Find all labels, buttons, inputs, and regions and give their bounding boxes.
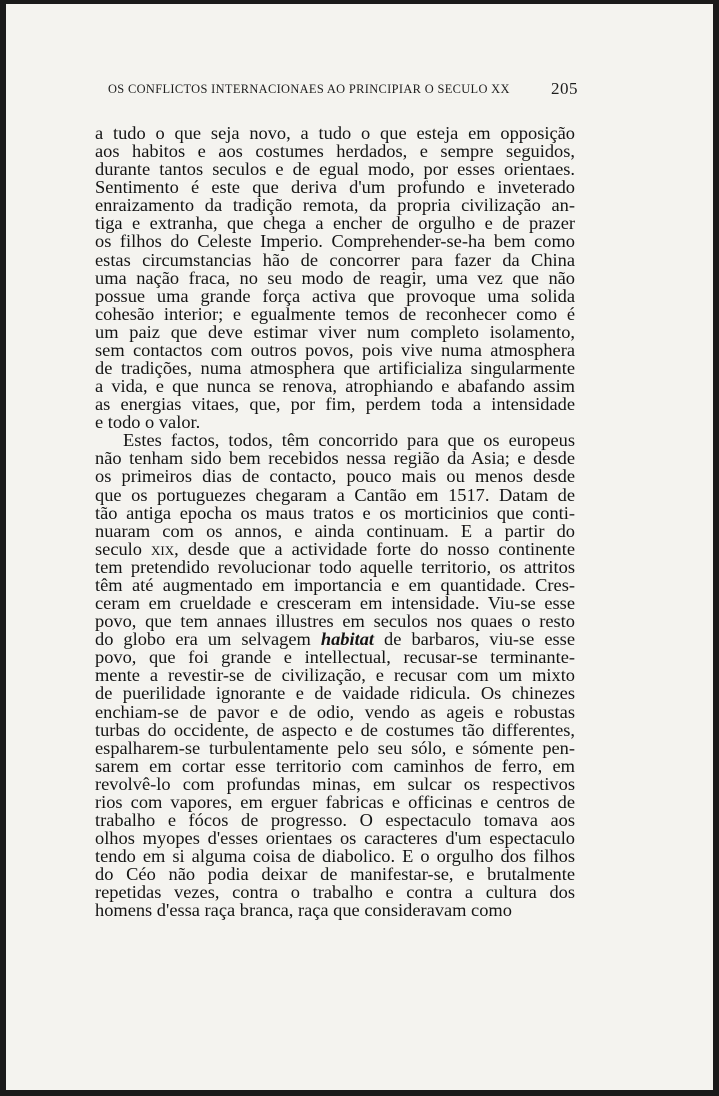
text-line: do Céo não podia deixar de manifestar-se, e brutalmente [95, 864, 575, 885]
page-number: 205 [551, 79, 578, 98]
text-line: tão antiga epocha os maus tratos e os morticinios que conti- [95, 502, 575, 523]
book-page [6, 4, 713, 1090]
text-line: uma nação fraca, no seu modo de reagir, uma vez que não [95, 267, 575, 288]
text-line: os filhos do Celeste Imperio. Comprehender-se-ha bem como [95, 231, 575, 252]
text-line: possue uma grande força activa que provoque uma solida [95, 285, 575, 306]
text-line: enchiam-se de pavor e de odio, vendo as ageis e robustas [95, 701, 575, 722]
text-line: tem pretendido revolucionar todo aquelle territorio, os attritos [95, 556, 575, 577]
text-line: a vida, e que nunca se renova, atrophiando e abafando assim [95, 376, 575, 397]
text-line: de tradições, numa atmosphera que artificializa singularmente [95, 358, 575, 379]
text-line: os primeiros dias de contacto, pouco mais ou menos desde [95, 466, 575, 487]
paragraph-2 [95, 431, 575, 919]
text-line: mente a revestir-se de civilização, e recusar com um mixto [95, 665, 575, 686]
text-line: a tudo o que seja novo, a tudo o que esteja em opposição [95, 123, 575, 143]
text-line: povo, que tem annaes illustres em seculos nos quaes o resto [95, 611, 575, 632]
text-line: povo, que foi grande e intellectual, recusar-se terminante- [95, 647, 575, 668]
text-line: olhos myopes d'esses orientaes os caracteres d'um espectaculo [95, 828, 575, 849]
running-title: OS CONFLICTOS INTERNACIONAES AO PRINCIPIAR O SECULO XX [108, 82, 510, 96]
text-line: têm até augmentado em importancia e em quantidade. Cres- [95, 574, 575, 595]
text-line: espalharem-se turbulentamente pelo seu sólo, e sómente pen- [95, 737, 575, 758]
text-line: tendo em si alguma coisa de diabolico. E o orgulho dos filhos [95, 846, 575, 867]
text-line: sem contactos com outros povos, pois vive numa atmosphera [95, 339, 575, 360]
text-line: homens d'essa raça branca, raça que consideravam como [95, 900, 512, 921]
text-line: as energias vitaes, que, por fim, perdem toda a intensidade [95, 394, 575, 415]
text-line: turbas do occidente, de aspecto e de costumes tão differentes, [95, 719, 575, 740]
text-line: sarem em cortar esse territorio com caminhos de ferro, em [95, 755, 575, 776]
text-line: Estes factos, todos, têm concorrido para que os europeus [123, 430, 575, 451]
text-line: Sentimento é este que deriva d'um profundo e inveterado [95, 177, 575, 198]
text-line: tiga e extranha, que chega a encher de orgulho e de prazer [95, 213, 575, 234]
text-line: um paiz que deve estimar viver num completo isolamento, [95, 321, 575, 342]
text-line: rios com vapores, em erguer fabricas e officinas e centros de [95, 791, 575, 812]
paragraph-1 [95, 124, 575, 431]
text-line: ceram em crueldade e cresceram em intensidade. Viu-se esse [95, 593, 575, 614]
text-line: de puerilidade ignorante e de vaidade ridicula. Os chinezes [95, 683, 575, 704]
text-line: estas circumstancias hão de concorrer para fazer da China [95, 249, 575, 270]
text-line: aos habitos e aos costumes herdados, e sempre seguidos, [95, 141, 575, 162]
text-line: revolvê-lo com profundas minas, em sulcar os respectivos [95, 773, 575, 794]
text-line: não tenham sido bem recebidos nessa região da Asia; e desde [95, 448, 575, 469]
text-line: do globo era um selvagem habitat de barbaros, viu-se esse [95, 629, 576, 650]
text-line: e todo o valor. [95, 412, 201, 433]
text-line: enraizamento da tradição remota, da propria civilização an- [95, 195, 575, 216]
text-line: que os portuguezes chegaram a Cantão em 1517. Datam de [95, 484, 575, 505]
body-text [95, 124, 575, 919]
text-line: cohesão interior; e egualmente temos de reconhecer como é [95, 303, 575, 324]
text-line: durante tantos seculos e de egual modo, por esses orientaes. [95, 159, 575, 180]
text-line: nuaram com os annos, e ainda continuam. E a partir do [95, 520, 575, 541]
text-line: seculo xix, desde que a actividade forte do nosso continente [95, 538, 575, 559]
text-line: repetidas vezes, contra o trabalho e contra a cultura dos [95, 882, 575, 903]
text-line: trabalho e fócos de progresso. O espectaculo tomava aos [95, 809, 575, 830]
running-header [108, 79, 578, 98]
